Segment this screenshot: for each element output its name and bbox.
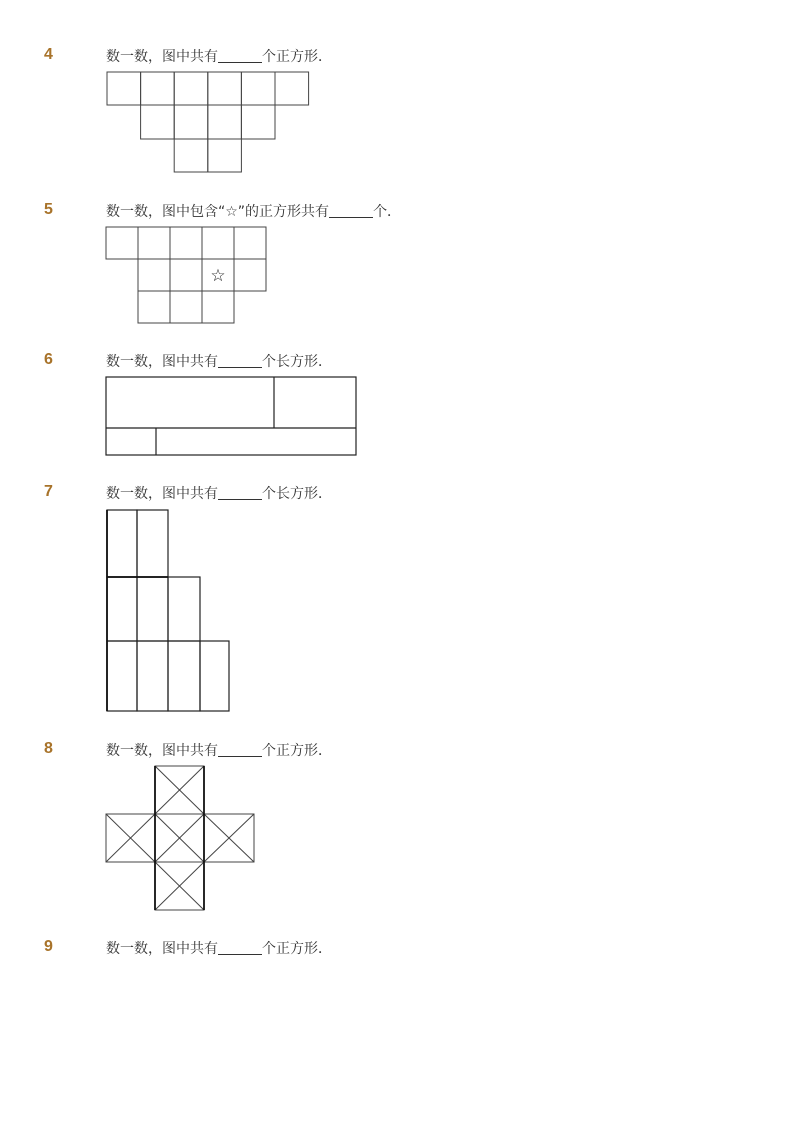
star-icon: ☆ [210, 266, 226, 286]
question-suffix: 个正方形． [262, 941, 332, 957]
question-number: 4 [44, 46, 53, 63]
question-prefix: 数一数，图中共有 [106, 354, 218, 370]
question-number: 8 [44, 740, 53, 757]
question-prefix: 数一数，图中共有 [106, 941, 218, 957]
question-prefix: 数一数，图中共有 [106, 486, 218, 502]
question-suffix: 个正方形． [262, 49, 332, 65]
question-prefix: 数一数，图中包含“☆”的正方形共有 [106, 204, 330, 220]
question-number: 7 [44, 483, 53, 500]
question-suffix: 个． [373, 204, 402, 220]
question-number: 5 [44, 201, 53, 218]
question-text [106, 938, 332, 958]
question-prefix: 数一数，图中共有 [106, 49, 218, 65]
question-prefix: 数一数，图中共有 [106, 743, 218, 759]
question-number: 9 [44, 938, 53, 955]
question-number: 6 [44, 351, 53, 368]
question-suffix: 个正方形． [262, 743, 332, 759]
question-suffix: 个长方形． [262, 486, 332, 502]
answer-blank[interactable] [218, 940, 262, 955]
question-suffix: 个长方形． [262, 354, 332, 370]
